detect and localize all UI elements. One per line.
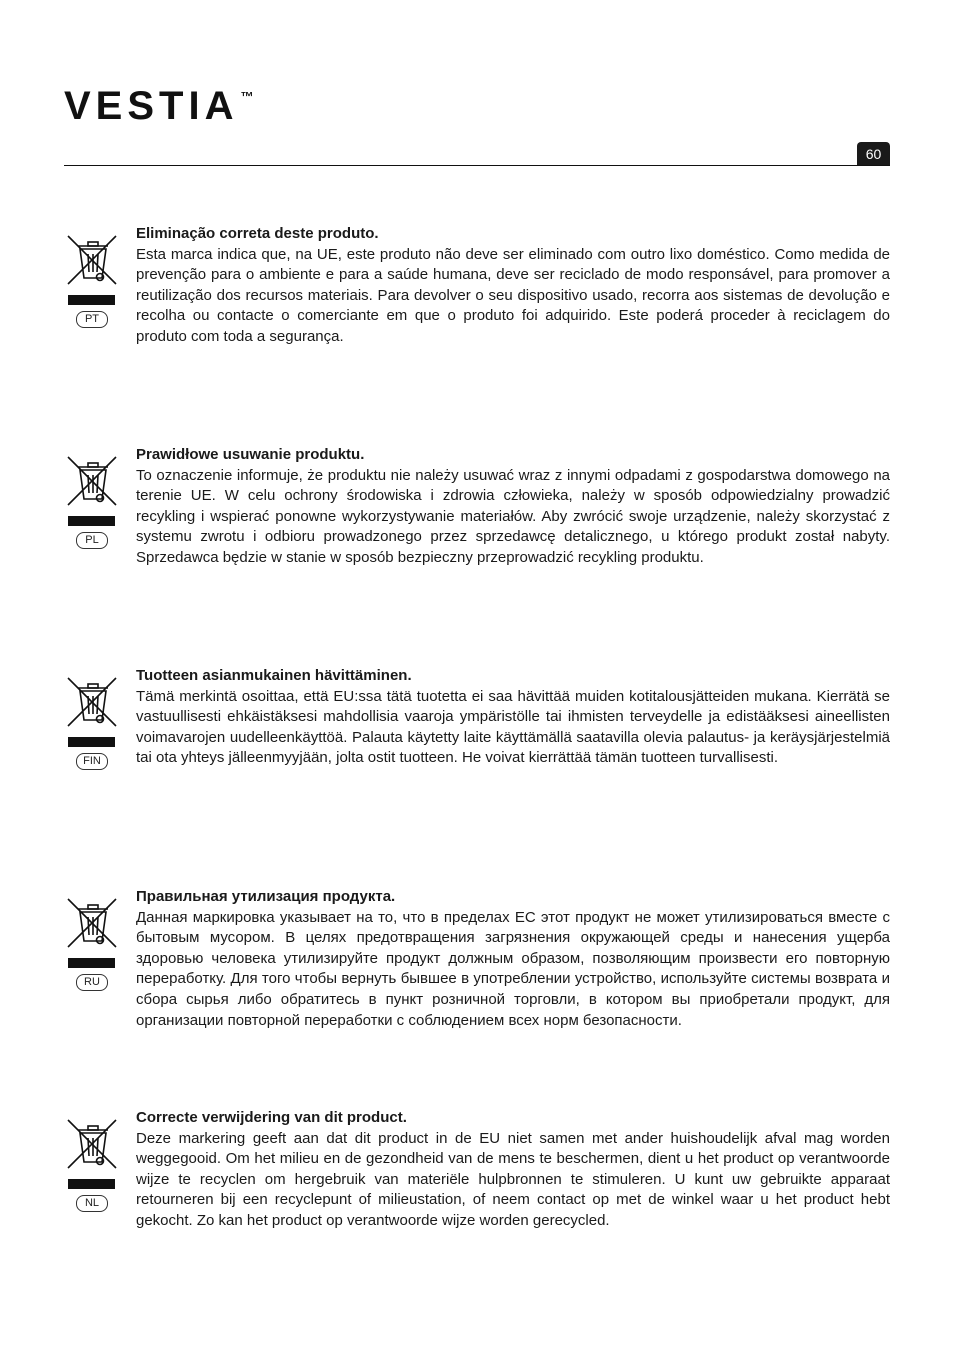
section-heading: Правильная утилизация продукта.	[136, 888, 396, 905]
brand-logo	[64, 86, 253, 126]
language-badge: FIN	[76, 753, 108, 770]
language-badge: PL	[76, 532, 108, 549]
section-heading: Tuotteen asianmukainen hävittäminen.	[136, 667, 412, 684]
language-badge: NL	[76, 1195, 108, 1212]
section-body: To oznaczenie informuje, że produktu nie należy usuwać wraz z innymi odpadami z gospodarstwa domowego na terenie UE. W celu ochrony środowiska i zdrowia człowieka, należy w sposób odpowiedzialny prowadzić recykling i wspierać ponowne wykorzystywanie materiałów. Aby zwrócić swoje urządzenie, należy skorzystać z systemu zwrotu i odbioru prowadzonego przez sprzedawcę detalicznego, u którego produkt został nabyty. Sprzedawca będzie w stanie w sposób bezpieczny przeprowadzić recykling produktu.	[136, 466, 890, 566]
weee-bar	[68, 295, 115, 305]
weee-bin-icon	[64, 453, 120, 509]
section-heading: Prawidłowe usuwanie produktu.	[136, 446, 365, 463]
trademark-symbol: ™	[240, 89, 254, 104]
section-body: Deze markering geeft aan dat dit product in de EU niet samen met ander huishoudelijk afval mag worden weggegooid. Om het milieu en de gezondheid van de mens te beschermen, dient u het product op verantwoorde wijze te recyclen om hergebruik van materiële hulpbronnen te stimuleren. U kunt uw gebruikte apparaat retourneren bij een recyclepunt of milieustation, of neem contact op met de winkel waar u het product hebt gekocht. Zo kan het product op verantwoorde wijze worden gerecycled.	[136, 1129, 890, 1229]
weee-bin-icon	[64, 232, 120, 288]
weee-bin-icon	[64, 1116, 120, 1172]
section-heading: Correcte verwijdering van dit product.	[136, 1109, 407, 1126]
language-badge: RU	[76, 974, 108, 991]
weee-bar	[68, 516, 115, 526]
section-body: Esta marca indica que, na UE, este produto não deve ser eliminado com outro lixo doméstico. Como medida de prevenção para o ambiente e para a saúde humana, deve ser reciclado de modo responsável, para promover a reutilização dos recursos materiais. Para devolver o seu dispositivo usado, recorra aos sistemas de devolução e recolha ou contacte o comerciante em que o produto foi adquirido. Este poderá proceder à reciclagem do produto com toda a segurança.	[136, 245, 890, 345]
page-number: 60	[857, 142, 890, 166]
section-body: Данная маркировка указывает на то, что в пределах ЕС этот продукт не может утилизироваться вместе с бытовым мусором. В целях предотвращения загрязнения окружающей среды и нанесения ущерба здоровью человека утилизируйте продукт должным образом, позволяющим произвести его повторную переработку. Для того чтобы вернуть бывшее в употреблении устройство, используйте системы возврата и сбора сырья либо обратитесь в пункт розничной торговли, в котором вы приобретали продукт, для организации повторной переработки с соблюдением всех норм безопасности.	[136, 908, 890, 1029]
weee-bar	[68, 737, 115, 747]
header-divider	[64, 165, 890, 166]
section-body: Tämä merkintä osoittaa, että EU:ssa tätä tuotetta ei saa hävittää muiden kotitalousjätteiden mukana. Kierrätä se vastuullisesti ehkäistäksesi mahdollisia vaaroja ympäristölle tai ihmisten terveydelle ja edistääksesi aineellisten voimavarojen uudelleenkäyttöä. Palauta käytetty laite käyttämällä saatavilla olevia palautus- ja keräysjärjestelmiä tai ota yhteys jälleenmyyjään, jolta ostit tuotteen. He voivat kierrättää tämän tuotteen turvallisesti.	[136, 687, 890, 767]
weee-bar	[68, 1179, 115, 1189]
language-badge: PT	[76, 311, 108, 328]
section-heading: Eliminação correta deste produto.	[136, 225, 379, 242]
weee-bin-icon	[64, 895, 120, 951]
weee-bar	[68, 958, 115, 968]
weee-bin-icon	[64, 674, 120, 730]
brand-name: VESTIA	[64, 84, 239, 128]
